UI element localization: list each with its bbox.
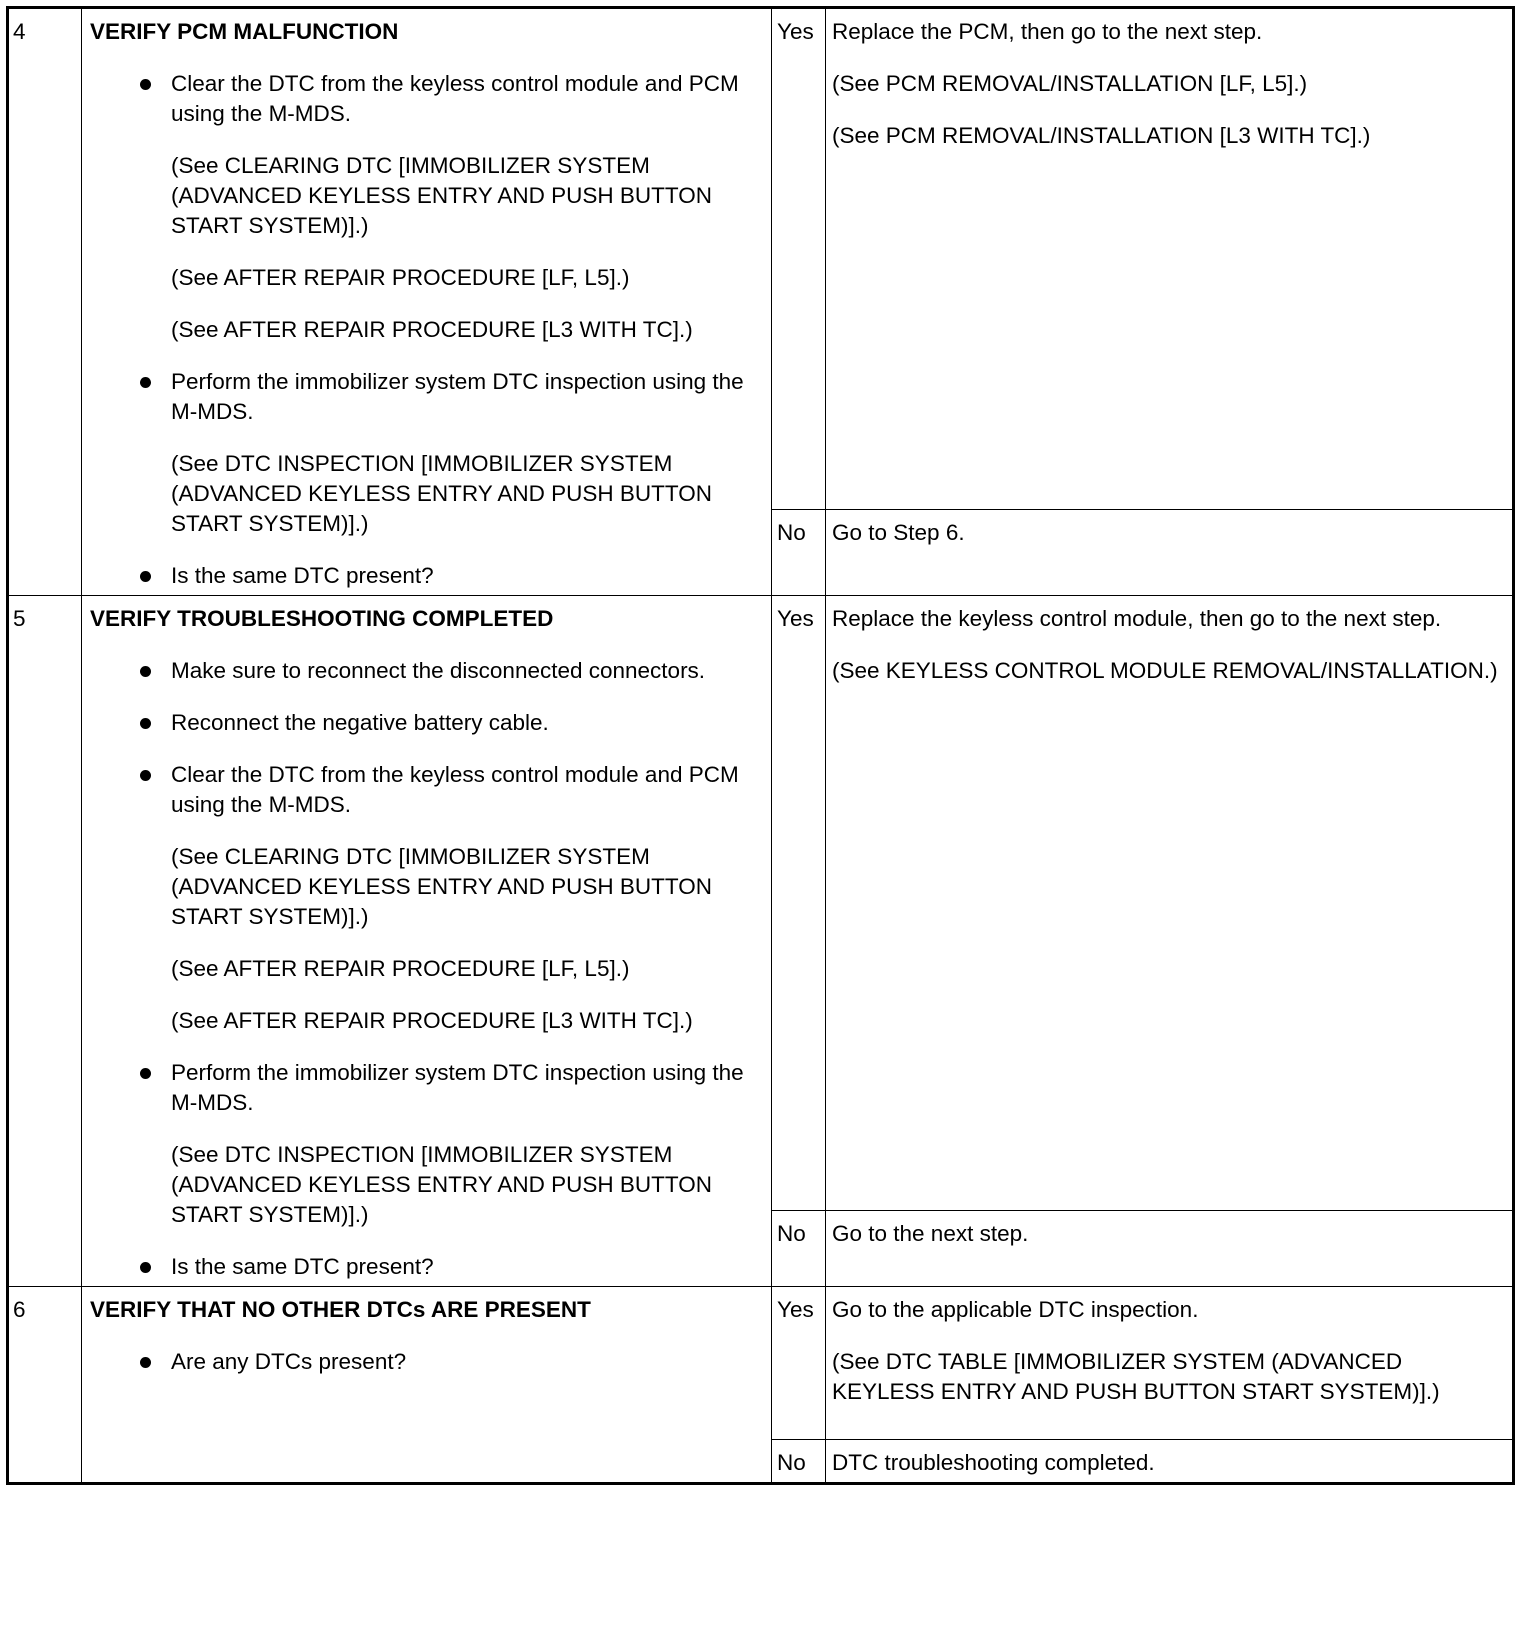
result-line: Replace the PCM, then go to the next step. xyxy=(832,19,1263,44)
reference-text: (See AFTER REPAIR PROCEDURE [L3 WITH TC].) xyxy=(171,317,693,342)
result-line: Go to Step 6. xyxy=(832,520,965,545)
no-result xyxy=(826,1211,1514,1287)
result-line: Replace the keyless control module, then go to the next step. xyxy=(832,606,1442,631)
bullet-item: Make sure to reconnect the disconnected connectors. xyxy=(90,656,765,686)
step-number: 5 xyxy=(8,596,82,1287)
bullet-item: Is the same DTC present? xyxy=(90,1252,765,1282)
step-number: 4 xyxy=(8,8,82,596)
bullet-item: Perform the immobilizer system DTC inspection using the M-MDS. xyxy=(90,367,765,427)
bullet-item: Reconnect the negative battery cable. xyxy=(90,708,765,738)
no-result xyxy=(826,1440,1514,1484)
step-title: VERIFY PCM MALFUNCTION xyxy=(90,19,399,44)
step-action xyxy=(82,8,772,596)
reference-text: (See DTC INSPECTION [IMMOBILIZER SYSTEM (ADVANCED KEYLESS ENTRY AND PUSH BUTTON START SYSTEM)].) xyxy=(171,451,712,536)
yes-label: Yes xyxy=(772,8,826,510)
bullet-item: Is the same DTC present? xyxy=(90,561,765,591)
result-line: (See KEYLESS CONTROL MODULE REMOVAL/INSTALLATION.) xyxy=(832,658,1498,683)
step-row xyxy=(8,1287,1514,1440)
step-action xyxy=(82,596,772,1287)
reference-text: (See CLEARING DTC [IMMOBILIZER SYSTEM (ADVANCED KEYLESS ENTRY AND PUSH BUTTON START SYSTEM)].) xyxy=(171,153,712,238)
yes-label: Yes xyxy=(772,596,826,1211)
no-label: No xyxy=(772,510,826,596)
reference-text: (See AFTER REPAIR PROCEDURE [LF, L5].) xyxy=(171,265,630,290)
result-line: DTC troubleshooting completed. xyxy=(832,1450,1155,1475)
step-title: VERIFY THAT NO OTHER DTCs ARE PRESENT xyxy=(90,1297,591,1322)
reference-text: (See DTC INSPECTION [IMMOBILIZER SYSTEM (ADVANCED KEYLESS ENTRY AND PUSH BUTTON START SYSTEM)].) xyxy=(171,1142,712,1227)
bullet-item: Clear the DTC from the keyless control module and PCM using the M-MDS. xyxy=(90,760,765,820)
result-line: Go to the next step. xyxy=(832,1221,1029,1246)
yes-result xyxy=(826,8,1514,510)
yes-result xyxy=(826,1287,1514,1440)
bullet-item: Clear the DTC from the keyless control module and PCM using the M-MDS. xyxy=(90,69,765,129)
result-line: (See PCM REMOVAL/INSTALLATION [L3 WITH TC].) xyxy=(832,123,1371,148)
result-line: (See DTC TABLE [IMMOBILIZER SYSTEM (ADVANCED KEYLESS ENTRY AND PUSH BUTTON START SYSTEM)].) xyxy=(832,1349,1440,1404)
no-label: No xyxy=(772,1211,826,1287)
reference-text: (See AFTER REPAIR PROCEDURE [LF, L5].) xyxy=(171,956,630,981)
bullet-item: Perform the immobilizer system DTC inspection using the M-MDS. xyxy=(90,1058,765,1118)
reference-text: (See CLEARING DTC [IMMOBILIZER SYSTEM (ADVANCED KEYLESS ENTRY AND PUSH BUTTON START SYSTEM)].) xyxy=(171,844,712,929)
step-number: 6 xyxy=(8,1287,82,1484)
no-label: No xyxy=(772,1440,826,1484)
step-row xyxy=(8,8,1514,510)
step-title: VERIFY TROUBLESHOOTING COMPLETED xyxy=(90,606,554,631)
result-line: (See PCM REMOVAL/INSTALLATION [LF, L5].) xyxy=(832,71,1308,96)
reference-text: (See AFTER REPAIR PROCEDURE [L3 WITH TC].) xyxy=(171,1008,693,1033)
diagnostic-procedure-table xyxy=(6,6,1515,1485)
step-action xyxy=(82,1287,772,1484)
bullet-item: Are any DTCs present? xyxy=(90,1347,765,1377)
yes-result xyxy=(826,596,1514,1211)
step-row xyxy=(8,596,1514,1211)
yes-label: Yes xyxy=(772,1287,826,1440)
result-line: Go to the applicable DTC inspection. xyxy=(832,1297,1199,1322)
no-result xyxy=(826,510,1514,596)
